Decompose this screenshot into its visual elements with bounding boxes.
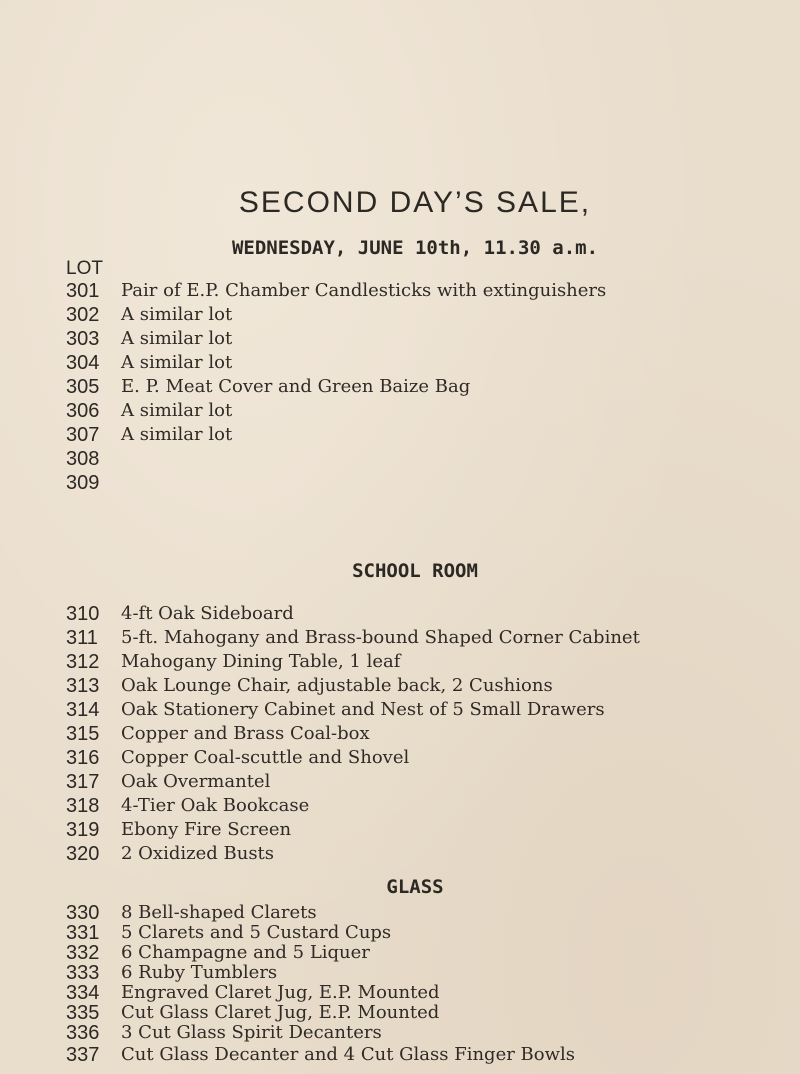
section-heading: SCHOOL ROOM: [352, 560, 478, 582]
lot-number: 314: [66, 699, 100, 721]
lot-description: Oak Stationery Cabinet and Nest of 5 Small Drawers: [121, 699, 605, 720]
lot-description: Engraved Claret Jug, E.P. Mounted: [121, 982, 440, 1003]
lot-number: 319: [66, 819, 100, 841]
section-heading: GLASS: [386, 876, 444, 898]
sale-title: SECOND DAY’S SALE,: [238, 186, 592, 219]
lot-number: 306: [66, 400, 100, 422]
lot-number: 331: [66, 922, 100, 944]
lot-description: 5-ft. Mahogany and Brass-bound Shaped Corner Cabinet: [121, 627, 640, 648]
lot-number: 307: [66, 424, 100, 446]
lot-number: 332: [66, 942, 100, 964]
lot-number: 334: [66, 982, 100, 1004]
lot-number: 308: [66, 448, 100, 470]
lot-number: 316: [66, 747, 100, 769]
lot-description: A similar lot: [121, 304, 233, 325]
sale-date: WEDNESDAY, JUNE 10th, 11.30 a.m.: [231, 237, 599, 259]
lot-number: 317: [66, 771, 100, 793]
lot-description: 6 Champagne and 5 Liquer: [121, 942, 370, 963]
lot-description: Pair of E.P. Chamber Candlesticks with extinguishers: [121, 280, 607, 301]
lot-number: 304: [66, 352, 100, 374]
lot-description: Oak Lounge Chair, adjustable back, 2 Cushions: [121, 675, 553, 696]
lot-description: E. P. Meat Cover and Green Baize Bag: [121, 376, 471, 397]
lot-description: A similar lot: [121, 424, 233, 445]
lot-number: 337: [66, 1044, 100, 1066]
lot-description: A similar lot: [121, 328, 233, 349]
lot-number: 310: [66, 603, 100, 625]
lot-description: 8 Bell-shaped Clarets: [121, 902, 317, 923]
lot-description: 4-Tier Oak Bookcase: [121, 795, 310, 816]
lot-number: 315: [66, 723, 100, 745]
lot-description: Oak Overmantel: [121, 771, 271, 792]
lot-number: 311: [66, 627, 98, 649]
lot-number: 303: [66, 328, 100, 350]
lot-description: 2 Oxidized Busts: [121, 843, 275, 864]
lot-number: 305: [66, 376, 100, 398]
lot-number: 301: [66, 280, 100, 302]
lot-number: 330: [66, 902, 100, 924]
lot-description: 4-ft Oak Sideboard: [121, 603, 294, 624]
lot-description: Mahogany Dining Table, 1 leaf: [121, 651, 401, 672]
lot-description: A similar lot: [121, 352, 233, 373]
lot-number: 335: [66, 1002, 100, 1024]
lot-number: 336: [66, 1022, 100, 1044]
lot-description: Cut Glass Claret Jug, E.P. Mounted: [121, 1002, 440, 1023]
lot-description: 3 Cut Glass Spirit Decanters: [121, 1022, 382, 1043]
lot-number: 309: [66, 472, 100, 494]
lot-description: Ebony Fire Screen: [121, 819, 292, 840]
lot-description: Copper Coal-scuttle and Shovel: [121, 747, 410, 768]
lot-number: 333: [66, 962, 100, 984]
lot-description: A similar lot: [121, 400, 233, 421]
lot-description: Copper and Brass Coal-box: [121, 723, 370, 744]
lot-description: 5 Clarets and 5 Custard Cups: [121, 922, 392, 943]
lot-number: 318: [66, 795, 100, 817]
lot-number: 313: [66, 675, 100, 697]
lot-number: 312: [66, 651, 100, 673]
lot-number: 320: [66, 843, 100, 865]
lot-number: 302: [66, 304, 100, 326]
lot-description: Cut Glass Decanter and 4 Cut Glass Finger Bowls: [121, 1044, 576, 1065]
lot-description: 6 Ruby Tumblers: [121, 962, 278, 983]
lot-column-header: LOT: [66, 258, 103, 279]
